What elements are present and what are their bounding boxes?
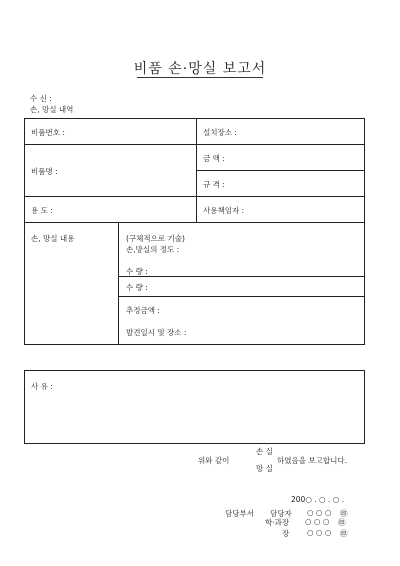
damage-degree-label: 손,망실의 정도 : bbox=[126, 245, 180, 254]
report-date: 200○ . ○ . ○ . bbox=[291, 495, 345, 504]
department-label: 담당부서 bbox=[225, 509, 254, 518]
statement-option-loss: 손 실 bbox=[256, 447, 273, 456]
statement-suffix: 하였음을 보고합니다. bbox=[277, 456, 347, 465]
responsible-user-label: 사용책임자 : bbox=[203, 206, 245, 215]
table-divider bbox=[118, 276, 365, 277]
recipient-label: 수 신 : bbox=[30, 94, 52, 103]
spec-label: 규 격 : bbox=[203, 180, 225, 189]
statement-option-missing: 망 실 bbox=[256, 464, 273, 473]
signer-role: 장 bbox=[282, 529, 290, 538]
table-divider bbox=[24, 144, 365, 145]
seal-mark: ㊞ bbox=[340, 509, 348, 518]
page-title: 비품 손·망실 보고서 bbox=[133, 61, 267, 77]
loss-detail-label: 손, 망실 내역 bbox=[30, 105, 74, 114]
signer-name: ○ ○ ○ bbox=[307, 528, 332, 537]
describe-note: (구체적으로 기술) bbox=[126, 234, 185, 243]
signer-role: 담당자 bbox=[270, 509, 292, 518]
table-divider bbox=[24, 222, 365, 223]
signer-name: ○ ○ ○ bbox=[307, 508, 332, 517]
amount-label: 금 액 : bbox=[203, 154, 225, 163]
seal-mark: ㊞ bbox=[340, 529, 348, 538]
found-date-place-label: 발견일시 및 장소 : bbox=[126, 328, 187, 337]
usage-label: 용 도 : bbox=[31, 206, 53, 215]
quantity-label: 수 량 : bbox=[126, 283, 148, 292]
table-divider bbox=[118, 222, 119, 345]
seal-mark: ㊞ bbox=[338, 518, 346, 527]
signer-name: ○ ○ ○ bbox=[305, 517, 330, 526]
table-divider bbox=[24, 196, 365, 197]
install-location-label: 설치장소 : bbox=[203, 128, 237, 137]
estimated-amount-label: 추정금액 : bbox=[126, 306, 160, 315]
signer-role: 학·과장 bbox=[265, 518, 290, 527]
reason-box bbox=[24, 370, 365, 444]
statement-prefix: 위와 같이 bbox=[198, 456, 230, 465]
title-underline bbox=[137, 77, 263, 78]
quantity-label: 수 량 : bbox=[126, 267, 148, 276]
detail-table bbox=[24, 118, 365, 345]
table-divider bbox=[118, 296, 365, 297]
table-divider bbox=[196, 170, 365, 171]
table-divider bbox=[196, 118, 197, 222]
loss-content-label: 손, 망실 내용 bbox=[31, 234, 75, 243]
item-name-label: 비품명 : bbox=[31, 167, 58, 176]
item-number-label: 비품번호 : bbox=[31, 128, 65, 137]
reason-label: 사 유 : bbox=[31, 382, 53, 391]
